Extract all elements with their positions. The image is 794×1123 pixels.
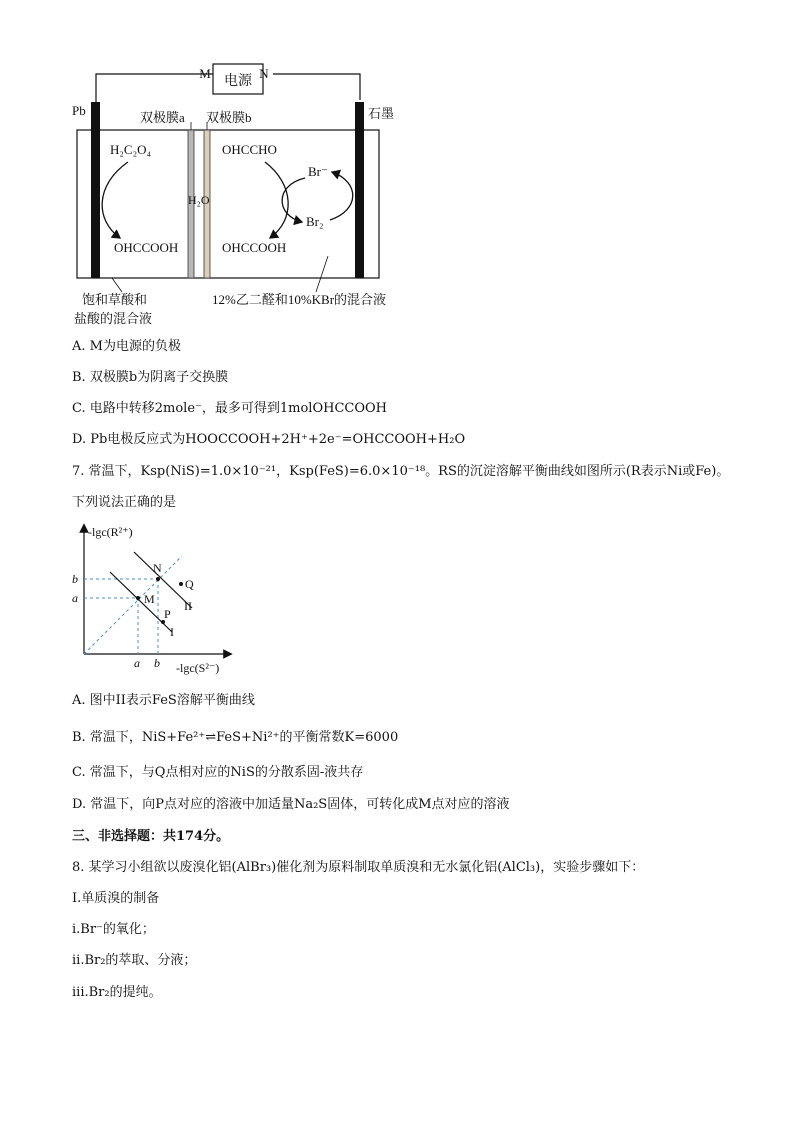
pb-electrode <box>91 102 100 278</box>
bromine-return-arrow <box>330 172 353 220</box>
electrolysis-diagram <box>60 60 440 330</box>
q8-step-1: i.Br⁻的氧化； <box>72 922 155 937</box>
point-n-label: N <box>153 561 162 575</box>
reference-diagonal <box>84 556 182 654</box>
q6-option-d: D. Pb电极反应式为HOOCCOOH+2H⁺+2e⁻=OHCCOOH+H₂O <box>72 432 466 447</box>
left-reaction-arrow <box>102 162 128 238</box>
h2c2o4-label: H₂C₂O₄ <box>110 142 152 157</box>
glyoxal-label: OHCCHO <box>222 142 277 157</box>
membrane-a-label: 双极膜a <box>140 110 185 125</box>
left-solution-label-line2: 盐酸的混合液 <box>74 311 153 326</box>
x-tick-a: a <box>134 656 140 670</box>
terminal-m-label: M <box>199 66 211 81</box>
point-q-label: Q <box>185 577 194 591</box>
solubility-graph <box>60 520 240 680</box>
pb-electrode-label: Pb <box>72 103 86 118</box>
point-n <box>156 577 160 581</box>
power-source-label: 电源 <box>224 74 252 89</box>
q6-option-b: B. 双极膜b为阴离子交换膜 <box>72 370 229 385</box>
q7-stem-line2: 下列说法正确的是 <box>72 495 177 510</box>
point-m <box>136 596 140 600</box>
graphite-electrode-label: 石墨 <box>368 106 395 121</box>
y-tick-b: b <box>72 572 78 586</box>
right-reaction-arrow <box>265 162 288 238</box>
br2-label: Br₂ <box>306 214 324 229</box>
x-tick-b: b <box>154 656 160 670</box>
y-axis-label: -lgc(R²⁺) <box>88 525 133 539</box>
graphite-electrode <box>355 102 364 278</box>
left-solution-label-line1: 饱和草酸和 <box>82 292 148 307</box>
q8-step-3: iii.Br₂的提纯。 <box>72 985 162 1000</box>
q6-option-a: A. M为电源的负极 <box>72 339 181 354</box>
q8-step-2: ii.Br₂的萃取、分液； <box>72 953 197 968</box>
left-product-label: OHCCOOH <box>114 240 179 255</box>
bromide-oxidation-arrow <box>282 178 305 222</box>
point-q <box>179 582 183 586</box>
q7-option-b: B. 常温下，NiS+Fe²⁺⇌FeS+Ni²⁺的平衡常数K=6000 <box>72 730 399 745</box>
terminal-n-label: N <box>259 66 269 81</box>
point-m-label: M <box>144 592 155 606</box>
membrane-b-label: 双极膜b <box>206 110 252 125</box>
water-label: H₂O <box>188 193 210 207</box>
q6-option-c: C. 电路中转移2mole⁻，最多可得到1molOHCCOOH <box>72 401 388 416</box>
right-product-label: OHCCOOH <box>222 240 287 255</box>
curve-i-label: I <box>170 625 174 639</box>
y-tick-a: a <box>72 591 78 605</box>
curve-ii-label: II <box>184 599 192 613</box>
q8-stem: 8. 某学习小组欲以废溴化铝(AlBr₃)催化剂为原料制取单质溴和无水氯化铝(AlCl₃)，实验步骤如下： <box>72 860 645 875</box>
q7-option-c: C. 常温下，与Q点相对应的NiS的分散系固-液共存 <box>72 765 364 780</box>
q7-option-a: A. 图中II表示FeS溶解平衡曲线 <box>72 693 255 708</box>
right-solution-label: 12%乙二醛和10%KBr的混合液 <box>212 292 387 307</box>
q8-part1-heading: I.单质溴的制备 <box>72 891 160 906</box>
point-p-label: P <box>164 607 171 621</box>
q7-stem-line1: 7. 常温下，Ksp(NiS)=1.0×10⁻²¹，Ksp(FeS)=6.0×10⁻¹⁸。RS的沉淀溶解平衡曲线如图所示(R表示Ni或Fe)。 <box>72 464 730 479</box>
guide-lines <box>84 579 158 654</box>
br-ion-label: Br⁻ <box>308 164 328 179</box>
x-axis-label: -lgc(S²⁻) <box>176 661 220 675</box>
q7-option-d: D. 常温下，向P点对应的溶液中加适量Na₂S固体，可转化成M点对应的溶液 <box>72 797 510 812</box>
section3-title: 三、非选择题：共174分。 <box>72 829 230 844</box>
